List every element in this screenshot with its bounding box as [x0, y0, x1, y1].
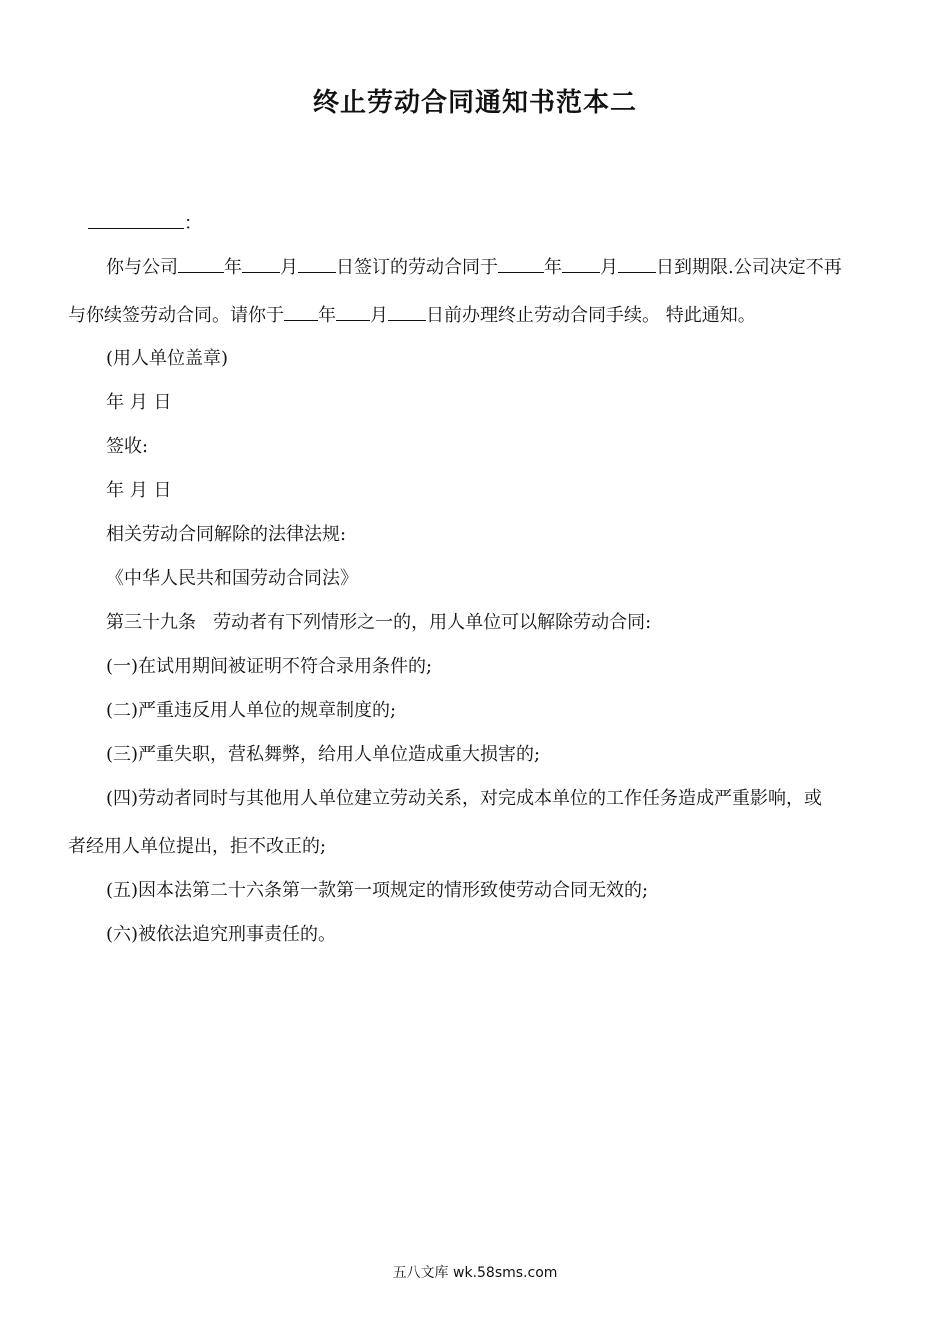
seal-line: (用人单位盖章)	[106, 348, 229, 369]
date-line-2: 年 月 日	[106, 480, 172, 501]
blank	[298, 256, 336, 273]
blank	[618, 256, 656, 273]
sign-line: 签收:	[106, 436, 149, 457]
date-line-1: 年 月 日	[106, 392, 172, 413]
item-4-line-2: 者经用人单位提出，拒不改正的;	[68, 836, 327, 857]
document-title: 终止劳动合同通知书范本二	[312, 88, 637, 118]
article-39: 第三十九条 劳动者有下列情形之一的，用人单位可以解除劳动合同:	[106, 612, 652, 633]
blank	[498, 256, 544, 273]
item-1: (一)在试用期间被证明不符合录用条件的;	[106, 656, 433, 677]
blank	[178, 256, 224, 273]
blank	[388, 304, 426, 321]
item-4-line-1: (四)劳动者同时与其他用人单位建立劳动关系，对完成本单位的工作任务造成严重影响，或	[106, 788, 823, 809]
recipient-blank	[88, 212, 184, 229]
p1-day2: 日到期限.公司决定不再	[656, 257, 842, 278]
salutation-colon: ：	[184, 213, 202, 234]
item-5: (五)因本法第二十六条第一款第一项规定的情形致使劳动合同无效的;	[106, 880, 649, 901]
p2-text: 与你续签劳动合同。请你于	[68, 305, 284, 326]
p1-year: 年	[224, 257, 242, 278]
p1-month: 月	[280, 257, 298, 278]
blank	[284, 304, 318, 321]
blank	[336, 304, 370, 321]
law-name: 《中华人民共和国劳动合同法》	[106, 568, 358, 589]
paragraph-1	[68, 256, 918, 279]
item-6: (六)被依法追究刑事责任的。	[106, 924, 337, 945]
item-2: (二)严重违反用人单位的规章制度的;	[106, 700, 397, 721]
p1-year2: 年	[544, 257, 562, 278]
p2-year: 年	[318, 305, 336, 326]
p2-day: 日前办理终止劳动合同手续。 特此通知。	[426, 305, 756, 326]
law-intro: 相关劳动合同解除的法律法规:	[106, 524, 347, 545]
p2-month: 月	[370, 305, 388, 326]
salutation-line	[88, 212, 900, 235]
p1-month2: 月	[600, 257, 618, 278]
blank	[242, 256, 280, 273]
item-3: (三)严重失职，营私舞弊，给用人单位造成重大损害的;	[106, 744, 541, 765]
p1-text: 你与公司	[106, 257, 178, 278]
blank	[562, 256, 600, 273]
paragraph-2	[68, 304, 880, 327]
p1-day: 日签订的劳动合同于	[336, 257, 498, 278]
footer-watermark: 五八文库 wk.58sms.com	[392, 1265, 558, 1281]
